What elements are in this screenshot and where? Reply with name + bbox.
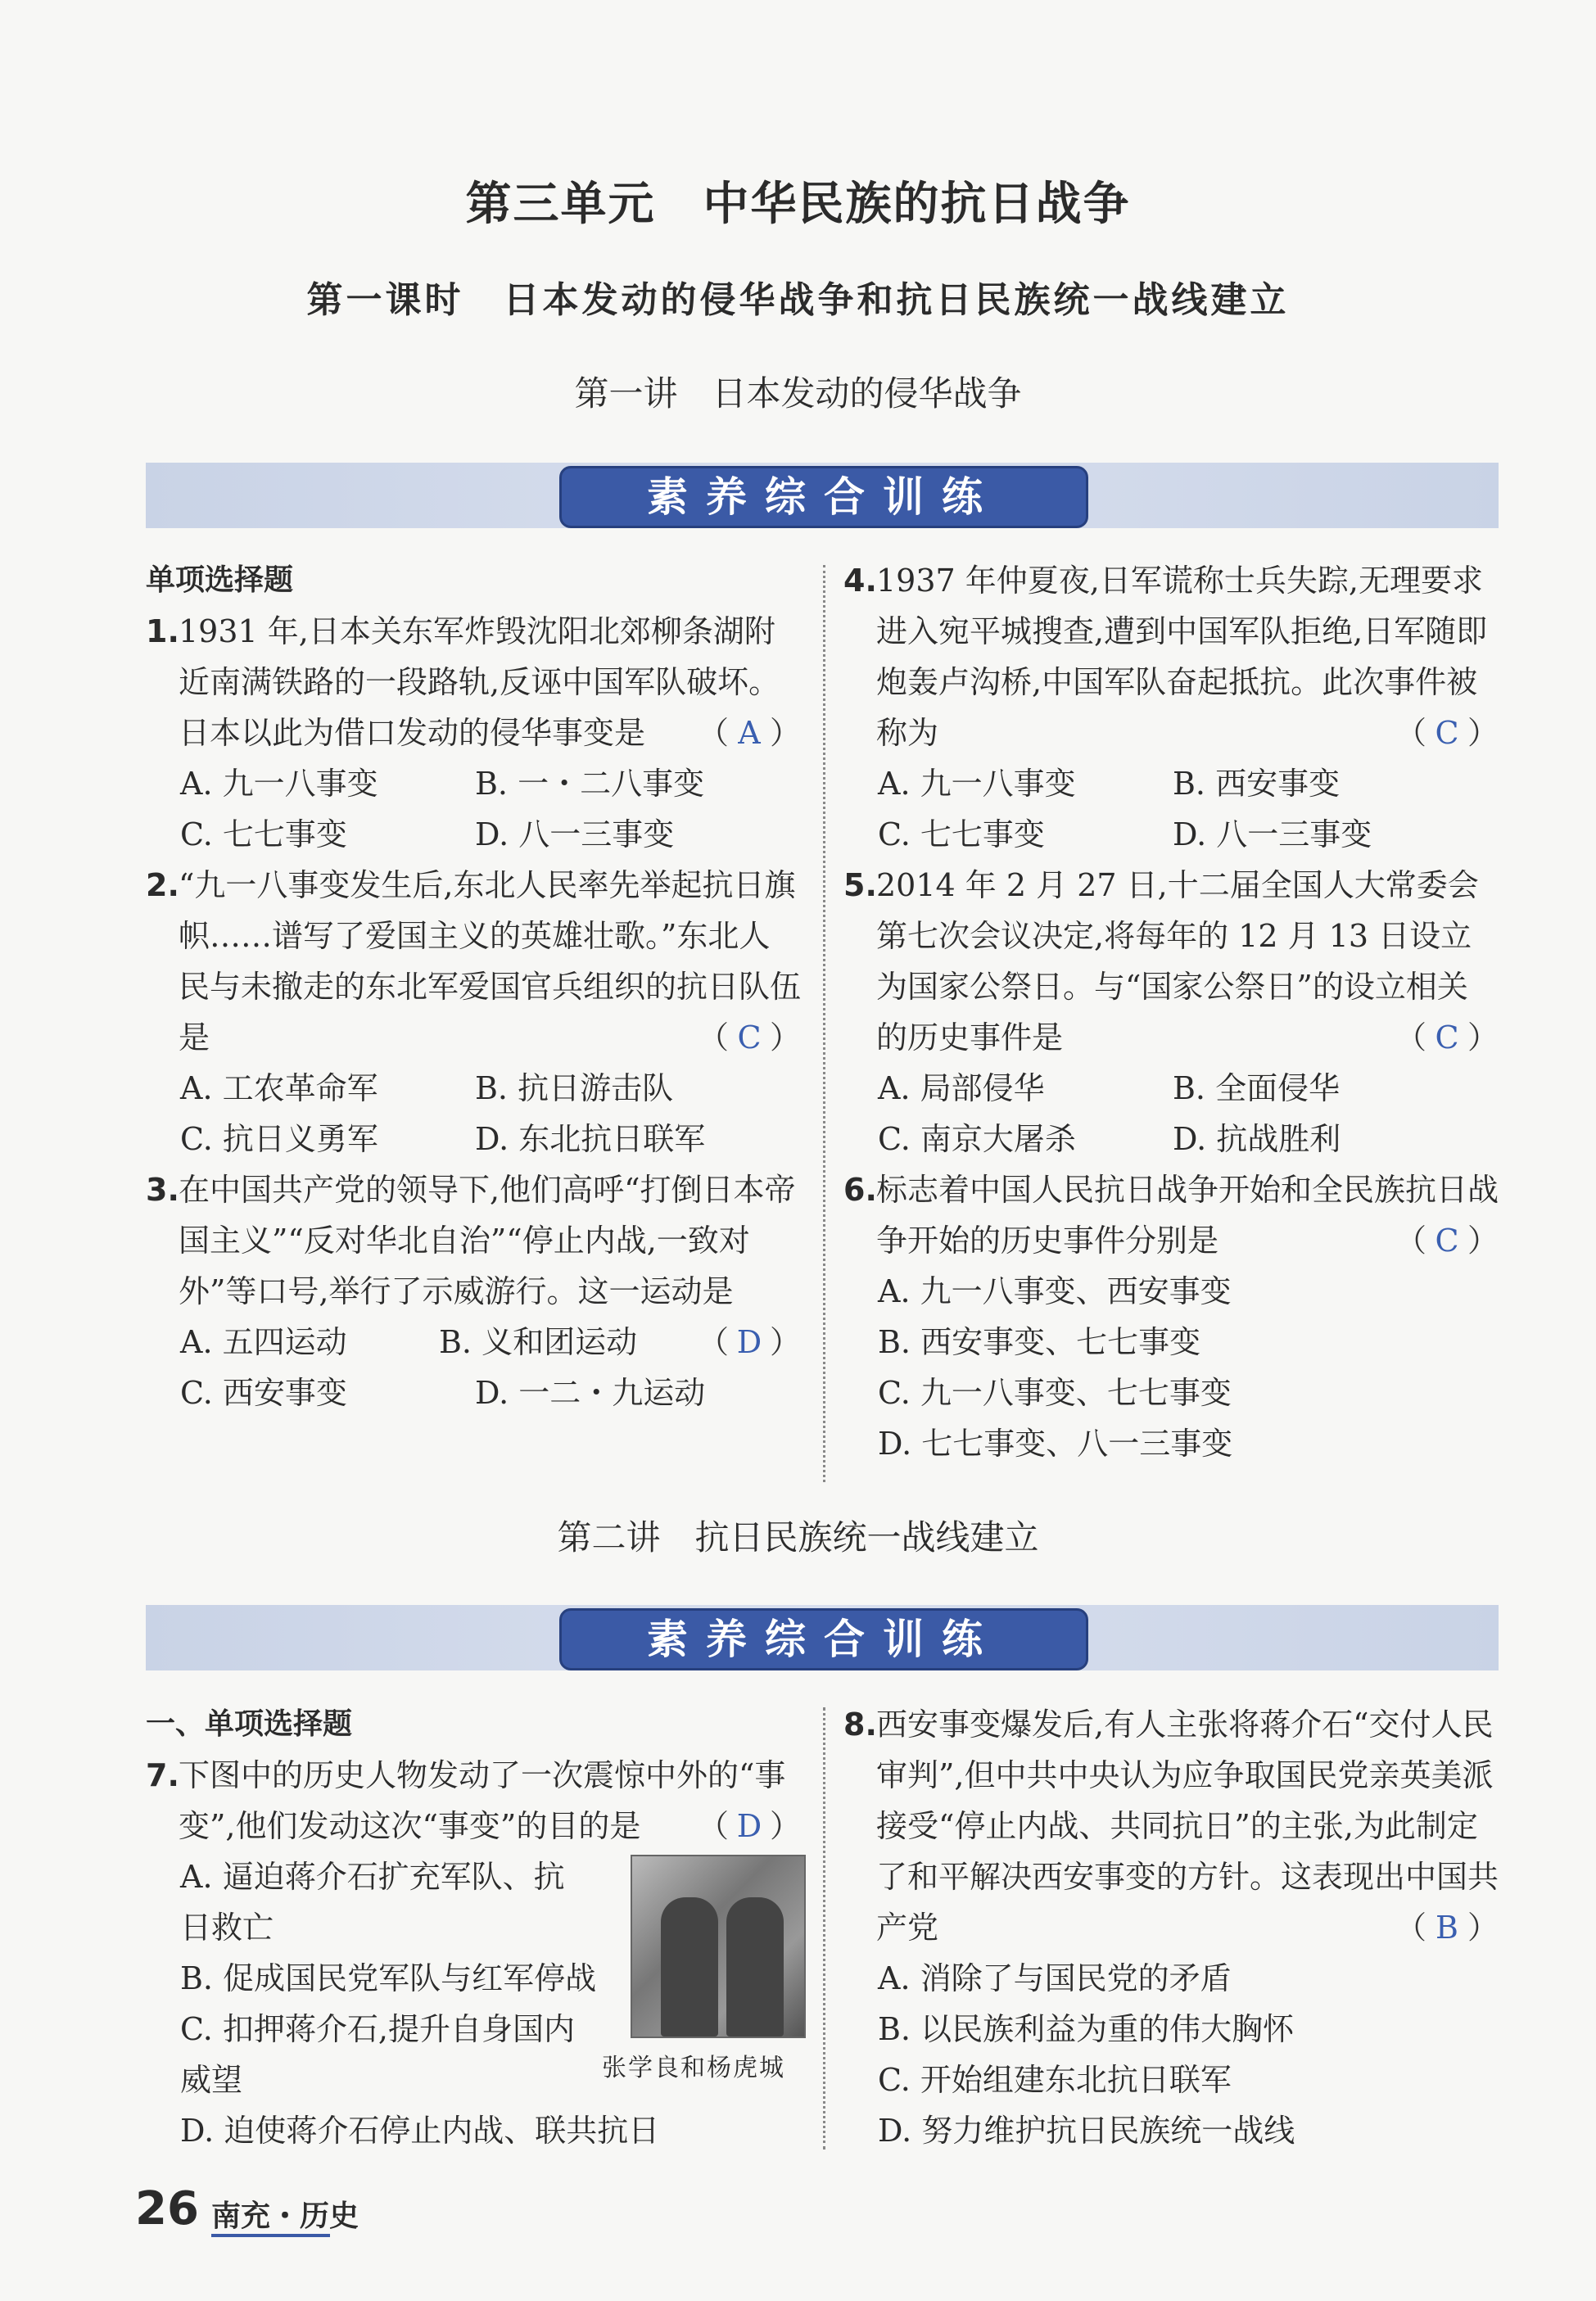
question-1: 1. 1931 年,日本关东军炸毁沈阳北郊柳条湖附近南满铁路的一段路轨,反诬中国军队破坏。日本以此为借口发动的侵华事变是 （ A ） xyxy=(146,606,801,758)
option: B. 以民族利益为重的伟大胸怀 xyxy=(878,2011,1295,2047)
question-text: 2014 年 2 月 27 日,十二届全国人大常委会第七次会议决定,将每年的 12 月 13 日设立为国家公祭日。与“国家公祭日”的设立相关的历史事件是 xyxy=(876,867,1479,1056)
question-text: 1931 年,日本关东军炸毁沈阳北郊柳条湖附近南满铁路的一段路轨,反诬中国军队破坏。日本以此为借口发动的侵华事变是 xyxy=(179,613,780,751)
option: D. 七七事变、八一三事变 xyxy=(878,1426,1233,1462)
option: B. 促成国民党军队与红军停战 xyxy=(180,1960,597,1996)
options-row xyxy=(146,1367,801,1418)
section-heading: 单项选择题 xyxy=(146,563,294,597)
question-text: 西安事变爆发后,有人主张将蒋介石“交付人民审判”,但中共中央认为应争取国民党亲英美派接受“停止内战、共同抗日”的主张,为此制定了和平解决西安事变的方针。这表现出中国共产党 xyxy=(876,1707,1499,1946)
footer-underline xyxy=(211,2234,330,2237)
answer-bracket: （ A ） xyxy=(698,707,801,758)
option: C. 七七事变 xyxy=(878,816,1045,852)
answer-value: C xyxy=(1435,1223,1459,1259)
options-row xyxy=(843,1114,1499,1164)
option: C. 南京大屠杀 xyxy=(878,1121,1076,1157)
question-7: 7. 下图中的历史人物发动了一次震惊中外的“事变”,他们发动这次“事变”的目的是 （ D ） xyxy=(146,1750,801,1851)
figure-silhouette xyxy=(726,1897,784,2037)
right-column-1 xyxy=(843,555,1499,1469)
options-row xyxy=(843,809,1499,860)
footer-label: 南充・历史 xyxy=(211,2199,359,2233)
left-column-1 xyxy=(146,555,801,1418)
option: A. 局部侵华 xyxy=(878,1070,1045,1106)
lecture-title-2: 第二讲 抗日民族统一战线建立 xyxy=(557,1517,1039,1557)
question-2: 2. “九一八事变发生后,东北人民率先举起抗日旗帜……谱写了爱国主义的英雄壮歌。”东北人民与未撤走的东北军爱国官兵组织的抗日队伍是 （ C ） xyxy=(146,860,801,1063)
option: D. 八一三事变 xyxy=(475,816,675,852)
answer-value: C xyxy=(737,1019,762,1056)
answer-value: A xyxy=(738,715,761,751)
question-text: 下图中的历史人物发动了一次震惊中外的“事变”,他们发动这次“事变”的目的是 xyxy=(179,1757,786,1844)
option: B. 义和团运动 xyxy=(438,1324,638,1360)
question-text: “九一八事变发生后,东北人民率先举起抗日旗帜……谱写了爱国主义的英雄壮歌。”东北人民与未撤走的东北军爱国官兵组织的抗日队伍是 xyxy=(179,867,802,1056)
option: C. 九一八事变、七七事变 xyxy=(878,1375,1232,1411)
column-divider xyxy=(823,1707,825,2150)
options-row xyxy=(843,1063,1499,1114)
section-heading: 一、单项选择题 xyxy=(146,1707,353,1741)
training-banner-1 xyxy=(146,463,1499,528)
option: A. 九一八事变 xyxy=(180,766,378,802)
option: B. 西安事变 xyxy=(1173,766,1341,802)
right-column-2 xyxy=(843,1699,1499,2156)
options-row xyxy=(146,809,801,860)
answer-bracket: （ C ） xyxy=(1395,1012,1499,1063)
answer-value: D xyxy=(736,1808,762,1844)
option: B. 西安事变、七七事变 xyxy=(878,1324,1201,1360)
option: C. 西安事变 xyxy=(180,1375,347,1411)
answer-value: C xyxy=(1435,1019,1459,1056)
answer-value: D xyxy=(736,1324,762,1360)
option: A. 九一八事变 xyxy=(878,766,1076,802)
question-6: 6. 标志着中国人民抗日战争开始和全民族抗日战争开始的历史事件分别是 （ C ） xyxy=(843,1164,1499,1266)
answer-value: B xyxy=(1435,1910,1458,1946)
answer-bracket: （ C ） xyxy=(1395,1215,1499,1266)
option: B. 一・二八事变 xyxy=(475,766,705,802)
question-text: 标志着中国人民抗日战争开始和全民族抗日战争开始的历史事件分别是 xyxy=(876,1172,1499,1259)
answer-value: C xyxy=(1435,715,1459,751)
column-divider xyxy=(823,565,825,1482)
answer-bracket: （ B ） xyxy=(1395,1902,1499,1953)
question-3: 3. 在中国共产党的领导下,他们高呼“打倒日本帝国主义”“反对华北自治”“停止内战,一致对外”等口号,举行了示威游行。这一运动是 （ D ） xyxy=(146,1164,801,1317)
option: A. 消除了与国民党的矛盾 xyxy=(878,1960,1232,1996)
question-text: 在中国共产党的领导下,他们高呼“打倒日本帝国主义”“反对华北自治”“停止内战,一致对外”等口号,举行了示威游行。这一运动是 xyxy=(179,1172,796,1309)
option: B. 全面侵华 xyxy=(1173,1070,1341,1106)
option: C. 七七事变 xyxy=(180,816,347,852)
option: A. 九一八事变、西安事变 xyxy=(878,1273,1232,1309)
option: A. 逼迫蒋介石扩充军队、抗日救亡 xyxy=(180,1859,565,1946)
question-text: 1937 年仲夏夜,日军谎称士兵失踪,无理要求进入宛平城搜查,遭到中国军队拒绝,日军随即炮轰卢沟桥,中国军队奋起抵抗。此次事件被称为 xyxy=(876,563,1488,751)
option: D. 努力维护抗日民族统一战线 xyxy=(878,2113,1295,2149)
option: D. 一二・九运动 xyxy=(475,1375,706,1411)
banner-label: 素养综合训练 xyxy=(559,466,1088,528)
question-4: 4. 1937 年仲夏夜,日军谎称士兵失踪,无理要求进入宛平城搜查,遭到中国军队拒绝,日军随即炮轰卢沟桥,中国军队奋起抵抗。此次事件被称为 （ C ） xyxy=(843,555,1499,758)
banner-label: 素养综合训练 xyxy=(559,1608,1088,1670)
training-banner-2 xyxy=(146,1605,1499,1670)
option: C. 开始组建东北抗日联军 xyxy=(878,2062,1232,2098)
option: B. 抗日游击队 xyxy=(475,1070,674,1106)
unit-title: 第三单元 中华民族的抗日战争 xyxy=(465,177,1131,231)
option: D. 抗战胜利 xyxy=(1173,1121,1341,1157)
option: C. 扣押蒋介石,提升自身国内威望 xyxy=(180,2011,575,2098)
answer-bracket: （ D ） xyxy=(698,1317,801,1367)
answer-bracket: （ C ） xyxy=(698,1012,801,1063)
question-8: 8. 西安事变爆发后,有人主张将蒋介石“交付人民审判”,但中共中央认为应争取国民党亲英美派接受“停止内战、共同抗日”的主张,为此制定了和平解决西安事变的方针。这表现出中国共产党 （ B ） xyxy=(843,1699,1499,1953)
answer-bracket: （ D ） xyxy=(698,1801,801,1851)
options-row xyxy=(146,1063,801,1114)
options-row xyxy=(146,758,801,809)
question-5: 5. 2014 年 2 月 27 日,十二届全国人大常委会第七次会议决定,将每年的 12 月 13 日设立为国家公祭日。与“国家公祭日”的设立相关的历史事件是 （ C ） xyxy=(843,860,1499,1063)
photo-caption: 张学良和杨虎城 xyxy=(602,2054,785,2082)
lecture-title-1: 第一讲 日本发动的侵华战争 xyxy=(574,373,1022,414)
lesson-title: 第一课时 日本发动的侵华战争和抗日民族统一战线建立 xyxy=(306,279,1290,321)
option: C. 抗日义勇军 xyxy=(180,1121,378,1157)
options-row xyxy=(146,1114,801,1164)
option: D. 八一三事变 xyxy=(1173,816,1372,852)
figure-silhouette xyxy=(661,1897,718,2037)
option: A. 工农革命军 xyxy=(180,1070,378,1106)
page-number: 26 xyxy=(135,2182,199,2235)
answer-bracket: （ C ） xyxy=(1395,707,1499,758)
options-row xyxy=(146,1317,698,1367)
options-row xyxy=(843,758,1499,809)
option: D. 东北抗日联军 xyxy=(475,1121,706,1157)
option: A. 五四运动 xyxy=(180,1324,347,1360)
historical-photo xyxy=(631,1855,806,2038)
option: D. 迫使蒋介石停止内战、联共抗日 xyxy=(180,2113,660,2149)
